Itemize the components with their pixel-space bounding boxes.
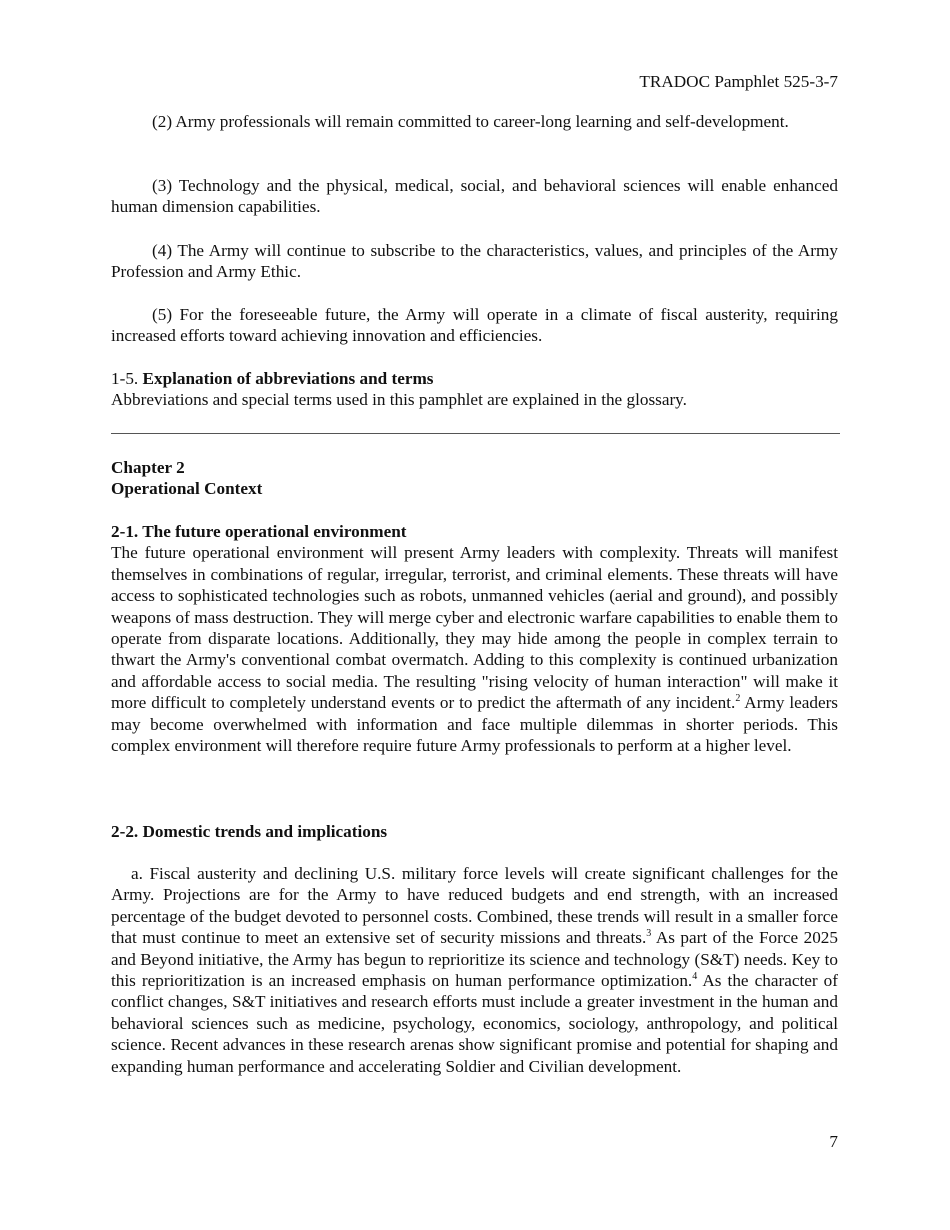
footnote-ref-4: 4	[692, 971, 698, 983]
section-2-1-body	[111, 542, 838, 756]
chapter-title: Operational Context	[111, 479, 263, 499]
page-number: 7	[829, 1132, 838, 1151]
section-2-1-text-1: The future operational environment will present Army leaders with complexity. Threats will manifest themselves in combinations of regular, irregular, terrorist, and criminal elements. These threats will have access to sophisticated technologies such as robots, unmanned vehicles (aerial and ground), and possibly weapons of mass destruction. They will merge cyber and electronic warfare capabilities to enable them to operate from disparate locations. Additionally, they may hide among the people in complex terrain to thwart the Army's conventional combat overmatch. Adding to this complexity is continued urbanization and affordable access to social media. The resulting "rising velocity of human interaction" will make it more difficult to completely understand events or to predict the aftermath of any incident.	[111, 543, 838, 713]
section-2-1-text-2: Army leaders may become overwhelmed with information and face multiple dilemmas in shorter periods. This complex environment will therefore require future Army professionals to perform at a higher level.	[111, 693, 838, 756]
section-2-1	[111, 521, 838, 756]
chapter-label: Chapter 2	[111, 458, 185, 477]
section-1-5-heading	[111, 368, 838, 389]
running-header: TRADOC Pamphlet 525-3-7	[639, 72, 838, 91]
assumption-3: (3) Technology and the physical, medical, social, and behavioral sciences will enable enhanced human dimension capabilities.	[111, 176, 838, 217]
assumption-2: (2) Army professionals will remain committed to career-long learning and self-development.	[152, 112, 789, 131]
footnote-ref-2: 2	[735, 693, 741, 705]
section-1-5-title: Explanation of abbreviations and terms	[142, 369, 434, 388]
assumption-5: (5) For the foreseeable future, the Army will operate in a climate of fiscal austerity, requiring increased efforts toward achieving innovation and efficiencies.	[111, 305, 838, 346]
section-2-2-heading: 2-2. Domestic trends and implications	[111, 822, 388, 841]
section-1-5-body: Abbreviations and special terms used in this pamphlet are explained in the glossary.	[111, 390, 687, 410]
section-1-5-number: 1-5.	[111, 369, 139, 388]
section-2-2-para-a	[111, 863, 838, 1077]
para-a-text-2: As part of the Force 2025 and Beyond initiative, the Army has begun to reprioritize its science and technology (S&T) needs. Key to this reprioritization is an increased emphasis on human performance optimization.	[111, 928, 838, 991]
section-2-1-heading: 2-1. The future operational environment	[111, 522, 407, 541]
para-a-text-1: a. Fiscal austerity and declining U.S. military force levels will create significant challenges for the Army. Projections are for the Army to have reduced budgets and end strength, with an increased percentage of the budget devoted to personnel costs. Combined, these trends will result in a smaller force that must continue to meet an extensive set of security missions and threats.	[111, 864, 838, 948]
section-divider	[111, 433, 840, 434]
footnote-ref-3: 3	[646, 928, 652, 940]
assumption-4: (4) The Army will continue to subscribe to the characteristics, values, and principles of the Army Profession and Army Ethic.	[111, 241, 838, 282]
para-a-text-3: As the character of conflict changes, S&T initiatives and research efforts must include a greater investment in the human and behavioral sciences such as medicine, psychology, economics, sociology, anthropology, and political science. Recent advances in these research arenas show significant promise and potential for shaping and expanding human performance and accelerating Soldier and Civilian development.	[111, 971, 838, 1076]
chapter-heading	[111, 457, 838, 500]
section-1-5	[111, 368, 838, 411]
